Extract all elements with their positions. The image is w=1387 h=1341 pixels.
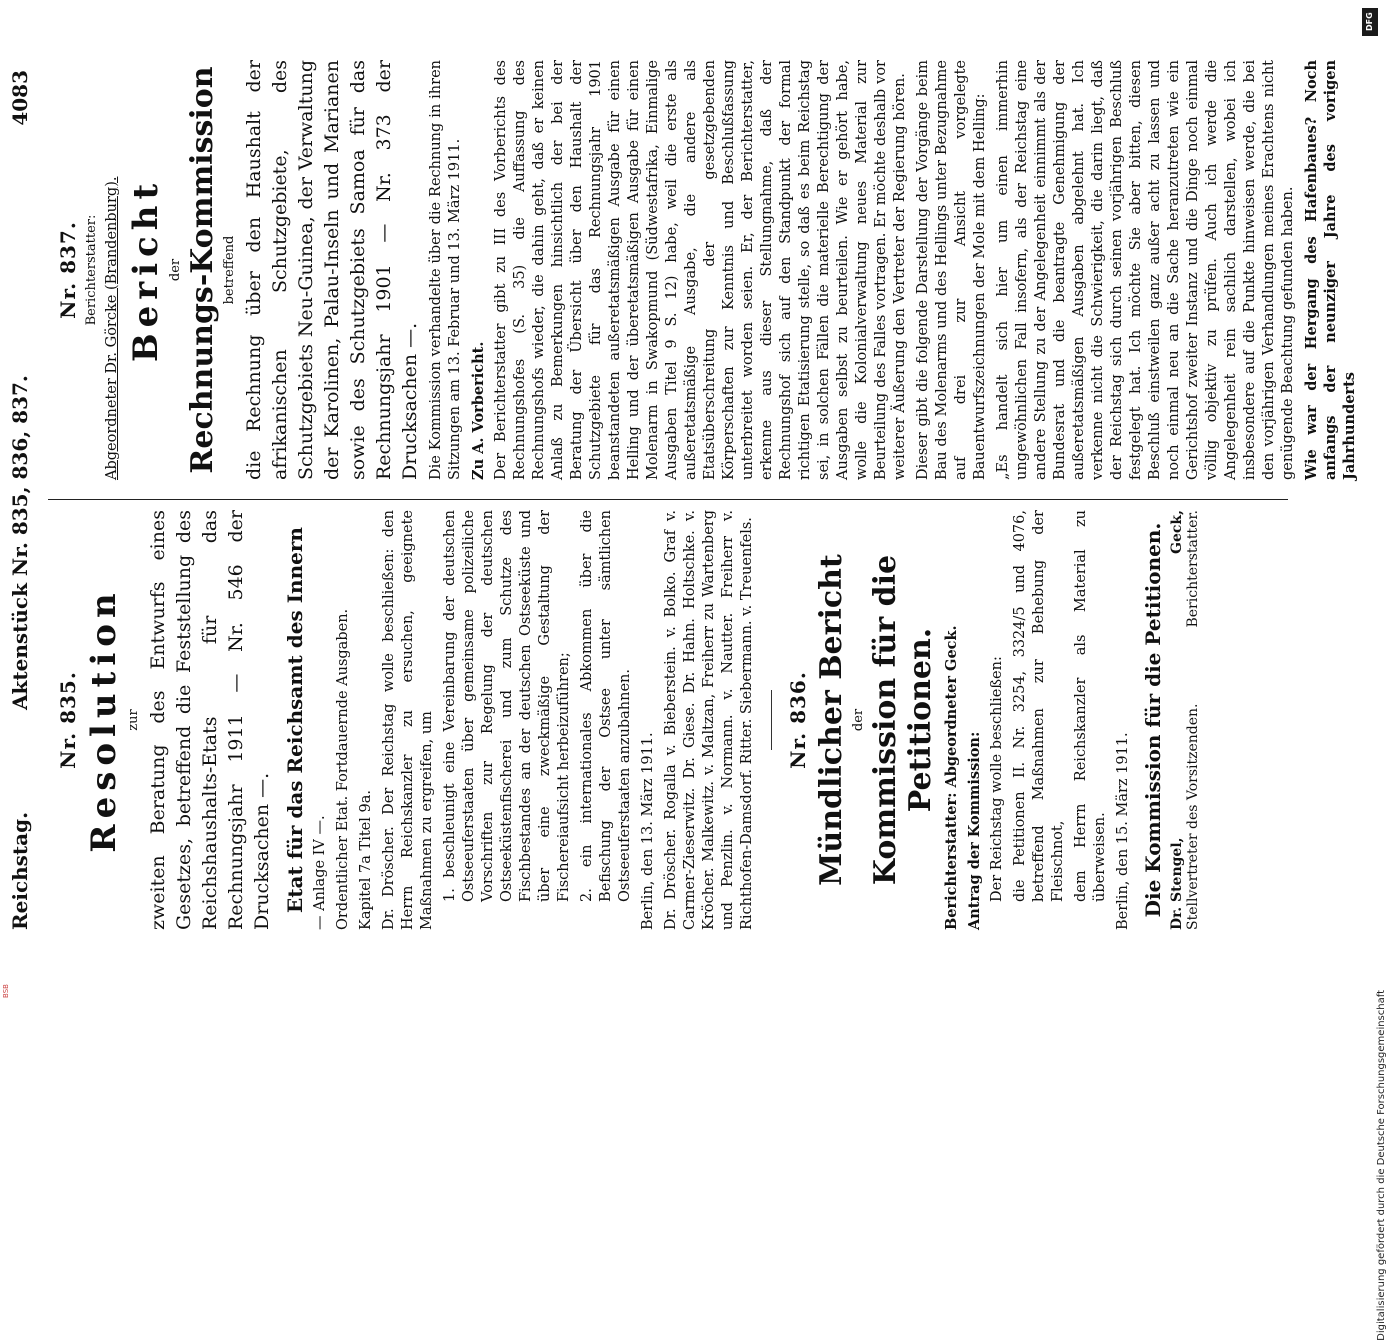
subtitle-kommission-petitionen: Kommission für die Petitionen. [868,554,938,886]
page-header [8,70,38,930]
title-resolution: Resolution [84,587,124,853]
der-label: der [851,708,866,732]
page-number: 4083 [8,70,32,126]
vorbericht-heading: Zu A. Vorbericht. [470,341,487,480]
der-label-837: der [168,258,183,282]
bsb-mark: BSB [2,984,10,998]
header-aktenstueck: Aktenstück Nr. 835, 836, 837. [8,375,32,710]
item-1: 1. beschleunigt eine Vereinbarung der deutschen Ostseeuferstaaten über gemeinsame polizeiliche Vorschriften zur Regelung der deutschen Ostseeküstenfischerei und zum Schutze des Fischbestandes an der deutschen Ostseeküste und über eine zweckmäßige Gestaltung der Fischereiaufsicht herbeizuführen; [442,510,572,902]
dfg-credit: Digitalisierung gefördert durch die Deutsche Forschungsgemeinschaft [1376,990,1387,1341]
lead-837: die Rechnung über den Haushalt der afrikanischen Schutzgebiete, des Schutzgebiets Neu-Guinea, der Verwaltung der Karolinen, Palau-Inseln und Marianen sowie des Schutzgebiets Samoa für das Rechnungsjahr 1901 — Nr. 373 der Drucksachen —. [243,60,421,480]
signer-stengel: Dr. Stengel, [1169,837,1185,930]
antrag-heading: Antrag der Kommission: [966,731,983,930]
title-bericht: Bericht [126,177,166,363]
antrag-p3: dem Herrn Reichskanzler als Material zu überweisen. [1073,510,1108,902]
kapitel-line: Kapitel 7a Titel 9a. [358,790,374,930]
subtitle-rechnungs-kommission: Rechnungs-Kommission [185,66,220,474]
paragraph-droescher: Dr. Dröscher. Der Reichstag wolle beschließen: den Herrn Reichskanzler zu ersuchen, geeignete Maßnahmen zu ergreifen, um [381,510,435,930]
berichterstatter-836: Berichterstatter: Abgeordneter Geck. [943,625,960,930]
nr-837: Nr. 837. [56,221,80,319]
dfg-logo: DFG [1362,8,1378,36]
paragraph-quote: „Es handelt sich hier um einen immerhin ungewöhnlichen Fall insofern, als der Reichstag eine andere Stellung zu der Angelegenheit einnimmt als der Bundesrat und die beantragte Genehmigung der außeretatsmäßigen Ausgaben abgelehnt hat. Ich verkenne nicht die Schwierigkeit, die darin liegt, daß der Reichstag sich durch seinen vorjährigen Beschluß festgelegt hat. Ich möchte Sie aber bitten, diesen Beschluß einstweilen ganz außer acht zu lassen und noch einmal neu an die Sache heranzutreten wie ein Gerichtshof zweiter Instanz und die Dinge noch einmal völlig objektiv zu prüfen. Auch ich werde die Angelegenheit rein sachlich darstellen, wobei ich insbesondere auf die Punkte hinweisen werde, die bei den vorjährigen Verhandlungen meines Erachtens nicht genügende Beachtung gefunden haben. [995,60,1296,480]
zur-label: zur [126,709,141,731]
column-right [50,60,1363,480]
signatories-835: Dr. Dröscher. Rogalla v. Bieberstein. v. Bolko. Graf v. Carmer-Zieserwitz. Dr. Giese. Dr. Hahn. Holtschke. v. Kröcher. Malkewitz. v. Maltzan, Freiherr zu Wartenberg und Penzlin. v. Normann. v. Nautter. Freiherr v. Richthofen-Damsdorf. Ritter. Siebermann. v. Treuenfels. [663,510,755,930]
title-muendlicher-bericht: Mündlicher Bericht [814,554,849,886]
nr-835: Nr. 835. [56,671,80,769]
paragraph-hafenbau: Wie war der Hergang des Hafenbaues? Noch anfangs der neunziger Jahre des vorigen Jahrhunderts [1303,60,1358,480]
paragraph-berichterstatter: Der Berichterstatter gibt zu III des Vorberichts des Rechnungshofes (S. 35) die Auffassung des Rechnungshofs wieder, die dahin geht, daß er keinen Anlaß zu Bemerkungen hinsichtlich der bei der Beratung der Übersicht über den Haushalt der Schutzgebiete für das Rechnungsjahr 1901 beanstandeten außeretatsmäßigen Ausgabe für einen Helling und der überetatsmäßigen Ausgabe für einen Molenarm in Swakopmund (Südwestafrika, Einmalige Ausgaben Titel 9 S. 12) habe, weil die erste als außeretatsmäßige Ausgabe, die andere als Etatsüberschreitung der gesetzgebenden Körperschaften zur Kenntnis und Beschlußfassung unterbreitet worden seien. Er, der Berichterstatter, erkenne aus dieser Stellungnahme, daß der Rechnungshof sich auf den Standpunkt der formal richtigen Etatisierung stelle, so daß es beim Reichstag sei, in solchen Fällen die materielle Berechtigung der Ausgaben selbst zu beurteilen. Wie er gehört habe, wolle die Kolonialverwaltung neues Material zur Beurteilung des Falles vortragen. Er möchte deshalb vor weiterer Äußerung den Vertreter der Regierung hören. [493,60,908,480]
anlage-line: — Anlage IV —. [312,815,328,930]
lead-835: zweiten Beratung des Entwurfs eines Gesetzes, betreffend die Feststellung des Reichshaushalts-Etats für das Rechnungsjahr 1911 — Nr. 546 der Drucksachen —. [147,510,273,930]
ordentlicher-etat: Ordentlicher Etat. Fortdauernde Ausgaben. [335,608,351,930]
date-836: Berlin, den 15. März 1911. [1115,732,1131,930]
column-divider [48,499,1288,500]
item-2: 2. ein internationales Abkommen über die Befischung der Ostsee unter sämtlichen Ostseeuferstaaten anzubahnen. [579,510,633,902]
betreffend-label: betreffend [222,235,237,305]
berichterstatter-label: Berichterstatter: [84,214,99,326]
signer-geck-role: Berichterstatter. [1185,510,1201,628]
signatures-836 [1169,510,1201,930]
separator [771,690,772,750]
header-reichstag: Reichstag. [8,811,32,930]
nr-836: Nr. 836. [786,671,810,769]
antrag-p2: die Petitionen II. Nr. 3254, 3324/5 und 4076, betreffend Maßnahmen zur Behebung der Fleischnot, [1012,510,1066,902]
signer-geck: Geck, [1169,510,1185,554]
berichterstatter-name: Abgeordneter Dr. Görcke (Brandenburg). [104,176,120,480]
paragraph-dieser: Dieser gibt die folgende Darstellung der Vorgänge beim Bau des Molenarms und des Hellings unter Bezugnahme auf drei zur Ansicht vorgelegte Bauentwurfszeichnungen der Mole mit dem Helling: [915,60,988,480]
digitization-strip [1354,0,1387,1341]
date-835: Berlin, den 13. März 1911. [640,732,656,930]
paragraph-kommission: Die Kommission verhandelte über die Rechnung in ihren Sitzungen am 13. Februar und 13. März 1911. [428,60,463,480]
column-left [50,510,1201,930]
antrag-p1: Der Reichstag wolle beschließen: [989,656,1005,902]
kommission-signoff: Die Kommission für die Petitionen. [1141,522,1165,918]
etat-heading: Etat für das Reichsamt des Innern [283,527,307,913]
signer-stengel-role: Stellvertreter des Vorsitzenden. [1185,703,1201,930]
